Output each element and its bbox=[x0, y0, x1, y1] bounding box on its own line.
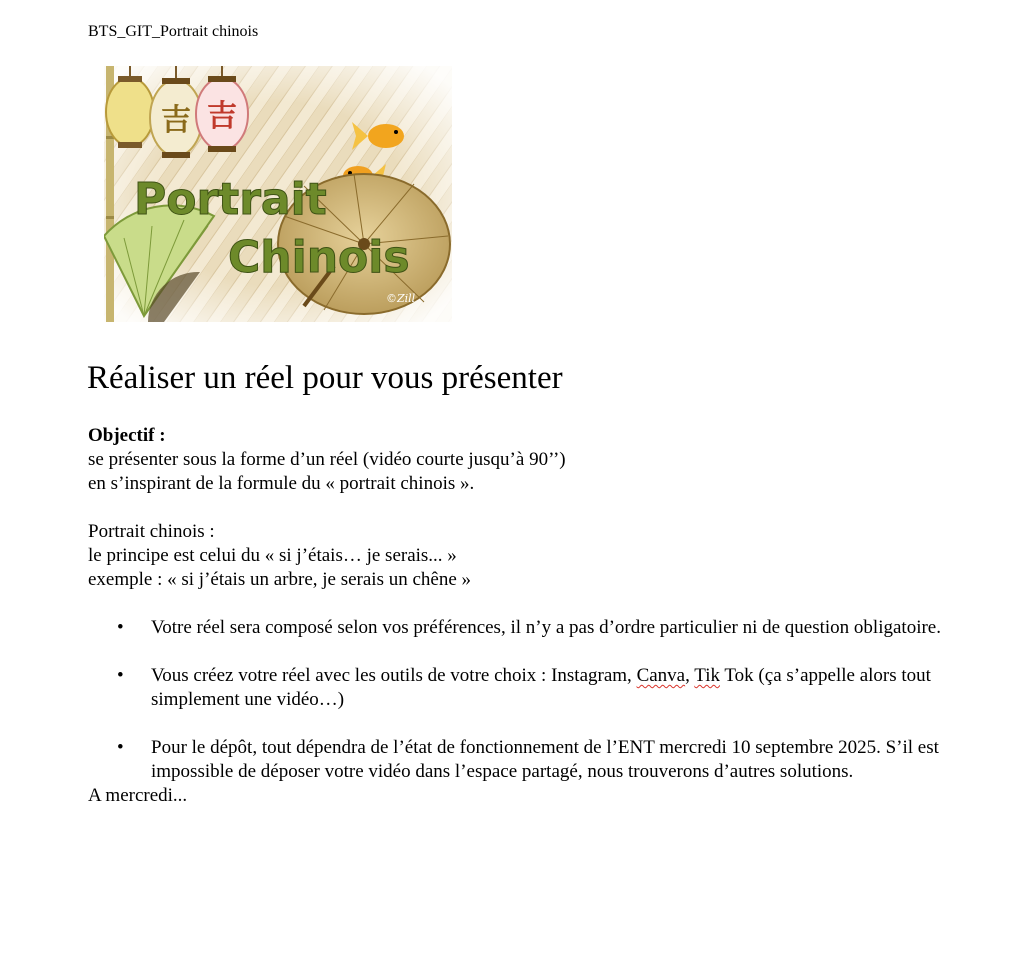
objectif-label: Objectif : bbox=[88, 425, 166, 446]
list-item bbox=[88, 736, 951, 784]
banner-illustration bbox=[104, 66, 452, 322]
banner-word-portrait: Portrait bbox=[134, 174, 327, 225]
list-item-text: Votre réel sera composé selon vos préférences, il n’y a pas d’ordre particulier ni de question obligatoire. bbox=[151, 617, 941, 638]
portrait-heading: Portrait chinois : bbox=[88, 521, 215, 542]
list-item-text: Pour le dépôt, tout dépendra de l’état de fonctionnement de l’ENT mercredi 10 septembre 2025. S’il est impossible de déposer votre vidéo dans l’espace partagé, nous trouverons d’autres solutions. bbox=[151, 737, 939, 782]
bullet-icon: • bbox=[117, 617, 124, 638]
portrait-principle: le principe est celui du « si j’étais… je serais... » bbox=[88, 545, 457, 566]
svg-text:吉: 吉 bbox=[207, 99, 237, 134]
banner-signature: ©Zill bbox=[386, 292, 416, 305]
list-item bbox=[88, 664, 951, 712]
banner-word-chinois: Chinois bbox=[228, 232, 410, 283]
document-header: BTS_GIT_Portrait chinois bbox=[88, 23, 259, 40]
portrait-chinois-banner bbox=[104, 66, 452, 322]
bullet-icon: • bbox=[117, 737, 124, 758]
spellcheck-word-canva[interactable]: Canva bbox=[636, 665, 686, 686]
spellcheck-word-tik[interactable]: Tik bbox=[694, 665, 720, 686]
document-body bbox=[88, 424, 948, 808]
list-item bbox=[88, 616, 951, 640]
bullet-icon: • bbox=[117, 665, 124, 686]
objectif-line-1: se présenter sous la forme d’un réel (vidéo courte jusqu’à 90’’) bbox=[88, 449, 566, 470]
objectif-line-2: en s’inspirant de la formule du « portrait chinois ». bbox=[88, 473, 475, 494]
list-item-text: Vous créez votre réel avec les outils de votre choix : Instagram, Canva, Tik Tok (ça s’appelle alors tout simplement une vidéo…) bbox=[151, 665, 931, 710]
page-title: Réaliser un réel pour vous présenter bbox=[87, 360, 563, 396]
closing-line: A mercredi... bbox=[88, 785, 188, 806]
portrait-example: exemple : « si j’étais un arbre, je serais un chêne » bbox=[88, 569, 472, 590]
svg-text:吉: 吉 bbox=[161, 103, 191, 138]
instructions-list bbox=[88, 616, 948, 784]
